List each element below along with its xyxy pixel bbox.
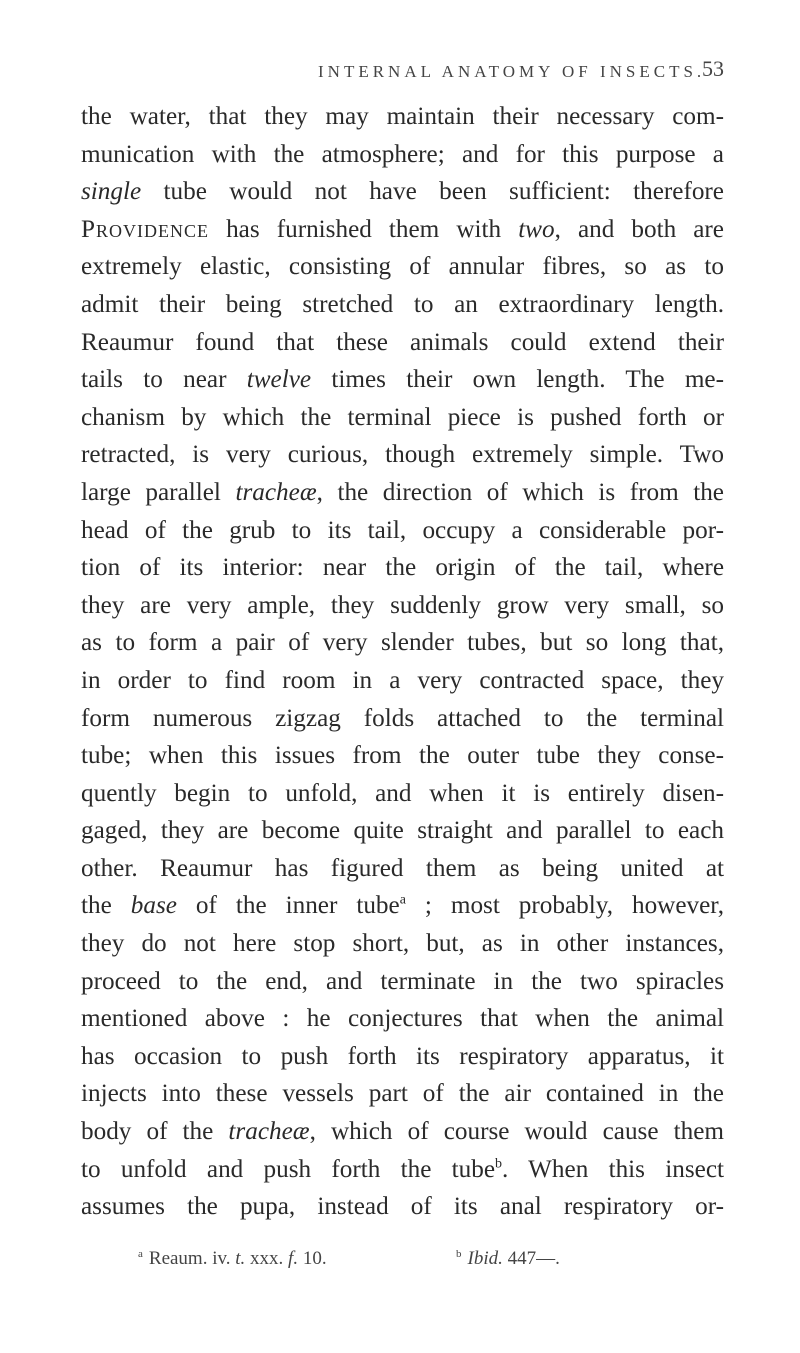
text-line: they are very ample, they suddenly grow very small, so — [81, 591, 724, 619]
text-span: , the direction of which is from the — [316, 478, 724, 506]
body-text — [81, 98, 724, 1226]
text-span: , and both are — [554, 215, 724, 243]
text-line: they do not here stop short, but, as in other instances, — [81, 930, 724, 958]
text-span: . When this insect — [502, 1155, 724, 1183]
text-span: of the inner tube — [176, 892, 400, 920]
italic-word: twelve — [246, 366, 312, 394]
italic-word: two — [518, 215, 555, 243]
footnote-text: Reaum. iv. — [148, 1248, 236, 1269]
text-line: mentioned above : he conjectures that when the animal — [81, 1005, 724, 1033]
text-line — [81, 1151, 724, 1189]
text-line: munication with the atmosphere; and for this purpose a — [81, 140, 724, 168]
text-line — [81, 887, 724, 925]
text-line — [81, 1113, 724, 1151]
text-line: tion of its interior: near the origin of the tail, where — [81, 554, 724, 582]
footnote-b — [456, 1248, 560, 1270]
text-line: injects into these vessels part of the air contained in the — [81, 1080, 724, 1108]
text-line: other. Reaumur has figured them as being united at — [81, 854, 724, 882]
footnote-text: 10. — [298, 1248, 327, 1269]
text-line: quently begin to unfold, and when it is entirely disen- — [81, 779, 724, 807]
text-line — [81, 474, 724, 512]
footnote-mark: b — [456, 1247, 462, 1260]
text-line: head of the grub to its tail, occupy a considerable por- — [81, 516, 724, 544]
text-span: the — [81, 892, 131, 920]
footnote-italic: f. — [288, 1248, 299, 1269]
italic-word: tracheæ — [235, 478, 317, 506]
text-line: assumes the pupa, instead of its anal respiratory or- — [81, 1193, 724, 1221]
text-span: large parallel — [81, 478, 236, 506]
text-line: in order to find room in a very contracted space, they — [81, 666, 724, 694]
text-line: extremely elastic, consisting of annular fibres, so as to — [81, 253, 724, 281]
footnote-italic: t. — [235, 1248, 246, 1269]
text-span: tube would not have been sufficient: therefore — [141, 178, 724, 206]
italic-word: single — [81, 178, 142, 206]
text-line: form numerous zigzag folds attached to the terminal — [81, 704, 724, 732]
text-line: has occasion to push forth its respiratory apparatus, it — [81, 1042, 724, 1070]
text-span: has furnished them with — [209, 215, 519, 243]
footnote-mark: a — [138, 1247, 143, 1260]
small-caps-word: Providence — [81, 215, 210, 243]
text-span: , which of course would cause them — [309, 1118, 724, 1146]
text-line: Reaumur found that these animals could extend their — [81, 328, 724, 356]
text-line — [81, 211, 724, 249]
footnote-italic: Ibid. — [467, 1248, 503, 1269]
text-span: to unfold and push forth the tube — [81, 1155, 496, 1183]
footnote-a — [138, 1248, 327, 1270]
text-line — [81, 173, 724, 211]
italic-word: tracheæ — [228, 1118, 310, 1146]
text-line — [81, 361, 724, 399]
footnote-text: 447—. — [502, 1248, 560, 1269]
running-title: INTERNAL ANATOMY OF INSECTS. — [318, 62, 706, 81]
footnote-ref-a[interactable]: a — [399, 893, 406, 909]
page-number: 53 — [702, 56, 724, 81]
text-span: times their own length. The me- — [311, 366, 724, 394]
footnote-text: xxx. — [245, 1248, 289, 1269]
text-line: the water, that they may maintain their necessary com- — [81, 103, 724, 130]
text-line: chanism by which the terminal piece is pushed forth or — [81, 403, 724, 431]
text-line: gaged, they are become quite straight and parallel to each — [81, 817, 724, 845]
text-line: tube; when this issues from the outer tube they conse- — [81, 742, 724, 770]
text-line: proceed to the end, and terminate in the two spiracles — [81, 967, 724, 995]
text-line: admit their being stretched to an extraordinary length. — [81, 290, 724, 318]
footnote-ref-b[interactable]: b — [495, 1156, 503, 1172]
text-span: body of the — [81, 1118, 229, 1146]
italic-word: base — [130, 892, 177, 920]
text-line: as to form a pair of very slender tubes, but so long that, — [81, 629, 724, 657]
text-span: ; most probably, however, — [405, 892, 724, 920]
text-line: retracted, is very curious, though extremely simple. Two — [81, 441, 724, 469]
text-span: tails to near — [81, 366, 247, 394]
